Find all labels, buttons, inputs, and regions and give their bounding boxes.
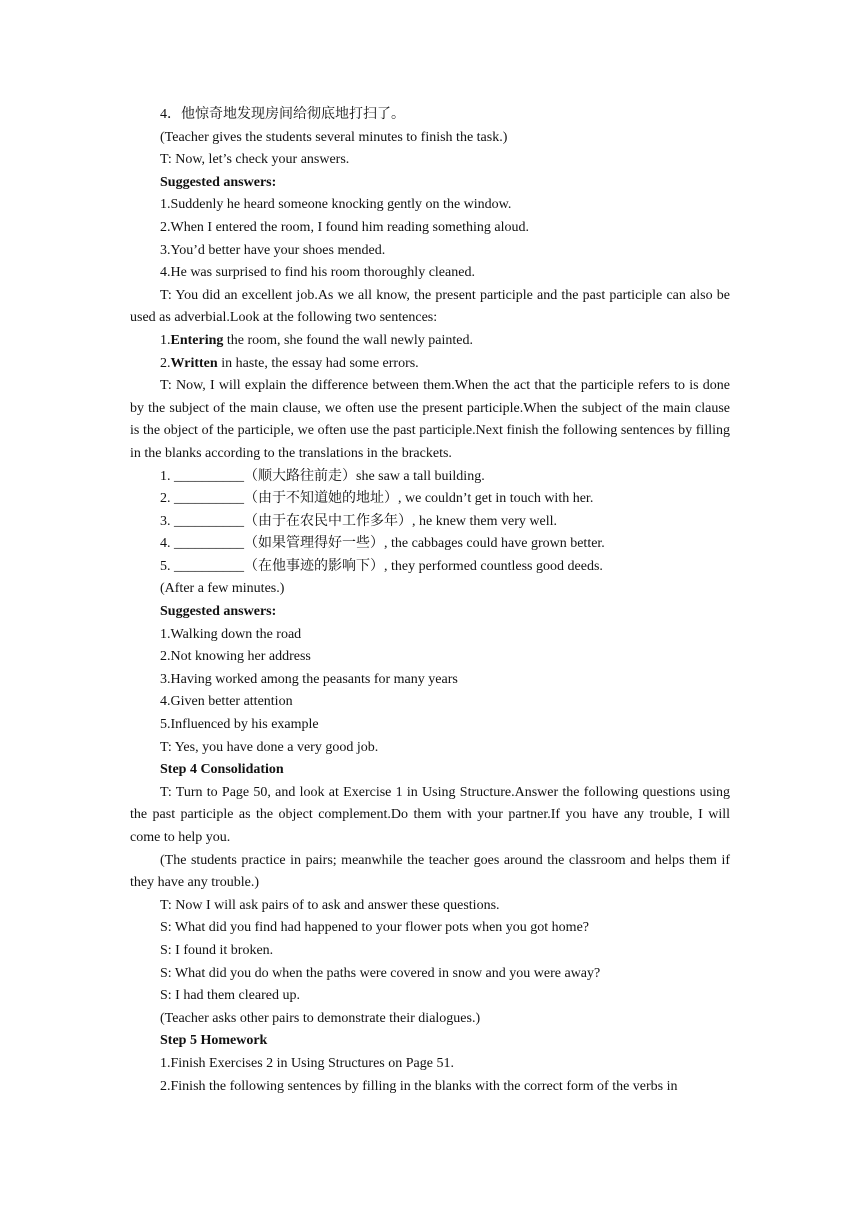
dialogue-line: S: What did you find had happened to your flower pots when you got home? xyxy=(160,920,589,936)
stage-direction: (Teacher asks other pairs to demonstrate their dialogues.) xyxy=(160,1010,481,1026)
answer-line: 1.Suddenly he heard someone knocking gently on the window. xyxy=(160,197,512,213)
example-sentence-2 xyxy=(130,353,730,376)
answer-line: 3.You’d better have your shoes mended. xyxy=(160,242,386,258)
paragraph: T: You did an excellent job.As we all know, the present participle and the past participle can also be used as adverbial.Look at the following two sentences: xyxy=(130,287,730,326)
example-text: the room, she found the wall newly painted. xyxy=(223,332,473,348)
answer-line: 4.He was surprised to find his room thoroughly cleaned. xyxy=(160,265,475,281)
example-sentence-1 xyxy=(130,330,730,353)
paragraph: T: Now, I will explain the difference between them.When the act that the participle refers to is done by the subject of the main clause, we often use the present participle.When the subject of the main clause is the object of the participle, we often use the past participle.Next finish the following sentences by filling in the blanks according to the translations in the brackets. xyxy=(130,378,730,461)
answer-line: 5.Influenced by his example xyxy=(160,717,319,733)
document-body xyxy=(130,104,730,1098)
suggested-answers-heading: Suggested answers: xyxy=(160,604,277,620)
example-text: in haste, the essay had some errors. xyxy=(217,355,419,371)
teacher-instruction: (Teacher gives the students several minutes to finish the task.) xyxy=(160,129,508,145)
example-number: 1. xyxy=(160,332,171,348)
fill-in-item: 1. __________（顺大路往前走）she saw a tall building. xyxy=(160,468,485,484)
homework-item: 2.Finish the following sentences by filling in the blanks with the correct form of the verbs in xyxy=(160,1078,678,1094)
answer-line: 2.Not knowing her address xyxy=(160,649,311,665)
paragraph: (The students practice in pairs; meanwhile the teacher goes around the classroom and helps them if they have any trouble.) xyxy=(130,852,730,891)
answer-line: 1.Walking down the road xyxy=(160,626,302,642)
example-keyword: Entering xyxy=(170,332,224,348)
stage-direction: (After a few minutes.) xyxy=(160,581,285,597)
answer-line: 2.When I entered the room, I found him reading something aloud. xyxy=(160,219,529,235)
example-keyword: Written xyxy=(170,355,218,371)
fill-in-item: 3. __________（由于在农民中工作多年）, he knew them very well. xyxy=(160,513,558,529)
answer-line: 3.Having worked among the peasants for many years xyxy=(160,671,458,687)
paragraph: T: Turn to Page 50, and look at Exercise 1 in Using Structure.Answer the following questions using the past participle as the object complement.Do them with your partner.If you have any trouble, I will come to help you. xyxy=(130,784,730,845)
example-number: 2. xyxy=(160,355,171,371)
teacher-line: T: Yes, you have done a very good job. xyxy=(160,739,379,755)
chinese-sentence-4: 4．他惊奇地发现房间给彻底地打扫了。 xyxy=(160,107,405,122)
dialogue-line: T: Now I will ask pairs of to ask and answer these questions. xyxy=(160,897,500,913)
fill-in-item: 4. __________（如果管理得好一些）, the cabbages could have grown better. xyxy=(160,536,605,552)
dialogue-line: S: I had them cleared up. xyxy=(160,988,300,1004)
step-heading: Step 5 Homework xyxy=(160,1033,268,1049)
step-heading: Step 4 Consolidation xyxy=(160,762,284,778)
teacher-line: T: Now, let’s check your answers. xyxy=(160,152,350,168)
suggested-answers-heading: Suggested answers: xyxy=(160,174,277,190)
homework-item: 1.Finish Exercises 2 in Using Structures on Page 51. xyxy=(160,1055,454,1071)
answer-line: 4.Given better attention xyxy=(160,694,293,710)
fill-in-item: 5. __________（在他事迹的影响下）, they performed countless good deeds. xyxy=(160,558,603,574)
dialogue-line: S: I found it broken. xyxy=(160,942,274,958)
fill-in-item: 2. __________（由于不知道她的地址）, we couldn’t get in touch with her. xyxy=(160,491,594,507)
dialogue-line: S: What did you do when the paths were covered in snow and you were away? xyxy=(160,965,601,981)
